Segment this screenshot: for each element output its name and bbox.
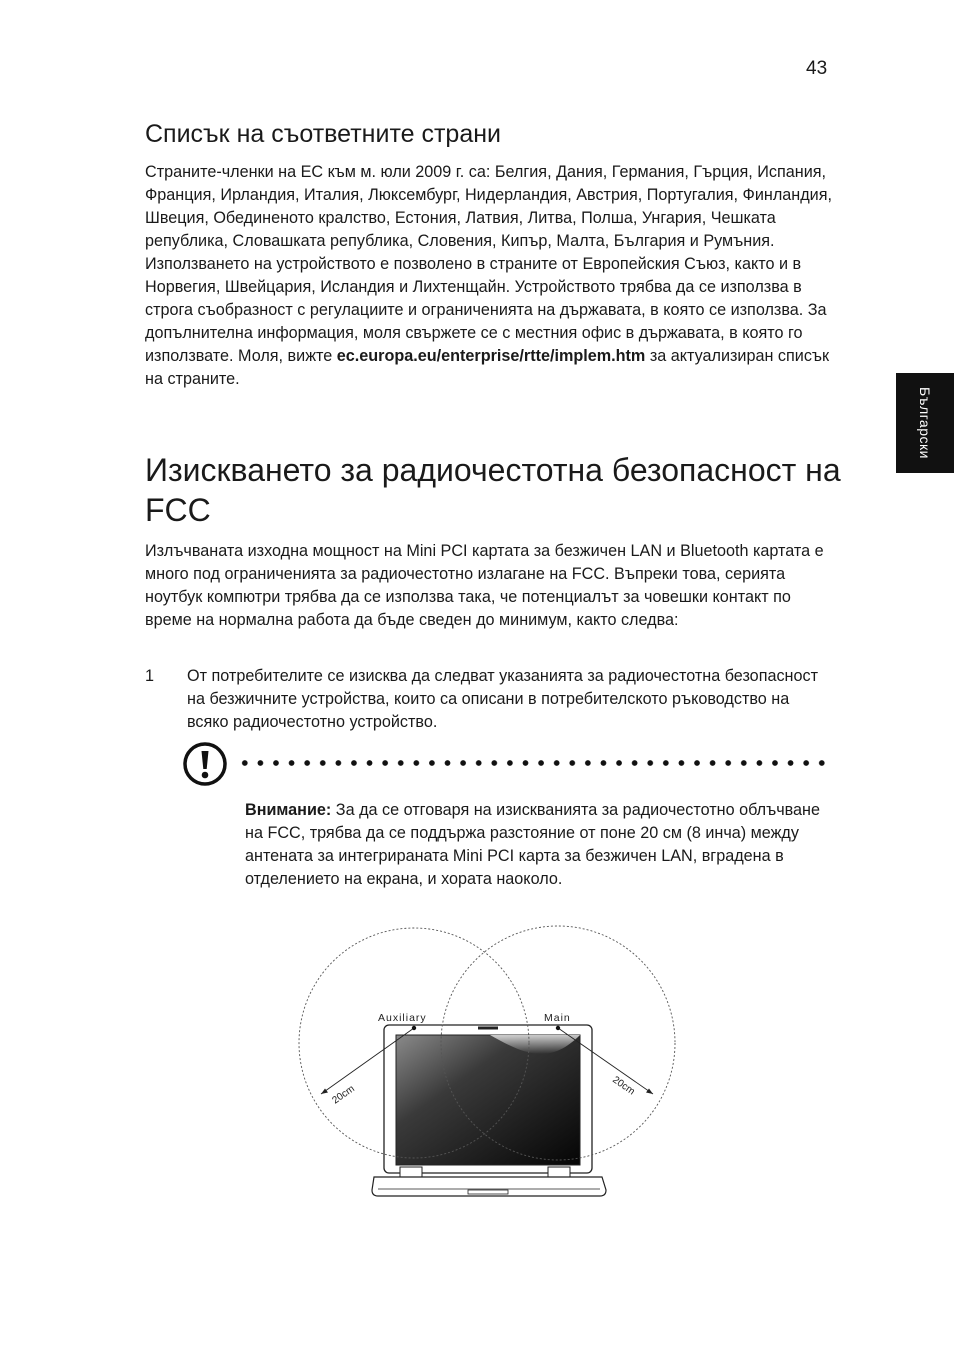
section-heading-fcc: Изискването за радиочестотна безопасност на FCC <box>145 452 841 528</box>
warning-note <box>245 799 825 891</box>
europa-link[interactable]: ec.europa.eu/enterprise/rtte/implem.htm <box>336 347 646 365</box>
left-distance-label: 20cm <box>330 1083 357 1107</box>
language-tab <box>896 373 954 473</box>
list-item-number: 1 <box>145 667 155 685</box>
page-number: 43 <box>806 58 828 79</box>
fcc-paragraph: Излъчваната изходна мощност на Mini PCI картата за безжичен LAN и Bluetooth картата е много под ограниченията за радиочестотно излагане на FCC. Въпреки това, серията ноутбук компютри трябва да се използва така, че потенциалът за човешки контакт по време на нормална работа да бъде сведен до минимум, както следва: <box>145 542 824 629</box>
section-heading-countries: Списък на съответните страни <box>145 120 501 148</box>
countries-text: Страните-членки на ЕС към м. юли 2009 г. са: Белгия, Дания, Германия, Гърция, Испания, Франция, Ирландия, Италия, Люксембург, Нидерландия, Австрия, Португалия, Финландия, Швеция, Обединеното кралство, Естония, Латвия, Литва, Полша, Унгария, Чешката република, Словашката република, Словения, Кипър, Малта, България и Румъния. Използването на устройството е позволено в страните от Европейския Съюз, както и в Норвегия, Швейцария, Исландия и Лихтенщайн. Устройството трябва да се използва в строга съобразност с регулациите и ограниченията на държавата, в която се използва. За допълнителна информация, моля свържете се с местния офис в държавата, в която го използвате. Моля, вижте <box>145 163 832 365</box>
right-distance-label: 20cm <box>610 1074 637 1098</box>
antenna-distance-diagram <box>290 905 690 1210</box>
laptop-illustration <box>372 1025 606 1196</box>
auxiliary-label: Auxiliary <box>378 1012 427 1024</box>
warning-icon <box>182 741 228 792</box>
countries-text-end: за актуализиран списък на страните. <box>145 347 830 388</box>
countries-paragraph <box>145 161 835 391</box>
language-tab-label: Български <box>917 387 933 459</box>
main-label: Main <box>544 1012 571 1024</box>
warning-text: За да се отговаря на изискванията за радиочестотно облъчване на FCC, трябва да се поддържа разстояние от поне 20 см (8 инча) между антената за интегрираната Mini PCI карта за безжичен LAN, вградена в отделението на екрана, и хората наоколо. <box>245 801 820 889</box>
warning-divider <box>237 760 827 766</box>
warning-label: Внимание: <box>245 801 332 820</box>
list-item-text: От потребителите се изисква да следват указанията за радиочестотна безопасност на безжичните устройства, които са описани в потребителското ръководство на всяко радиочестотно устройство. <box>187 667 819 731</box>
